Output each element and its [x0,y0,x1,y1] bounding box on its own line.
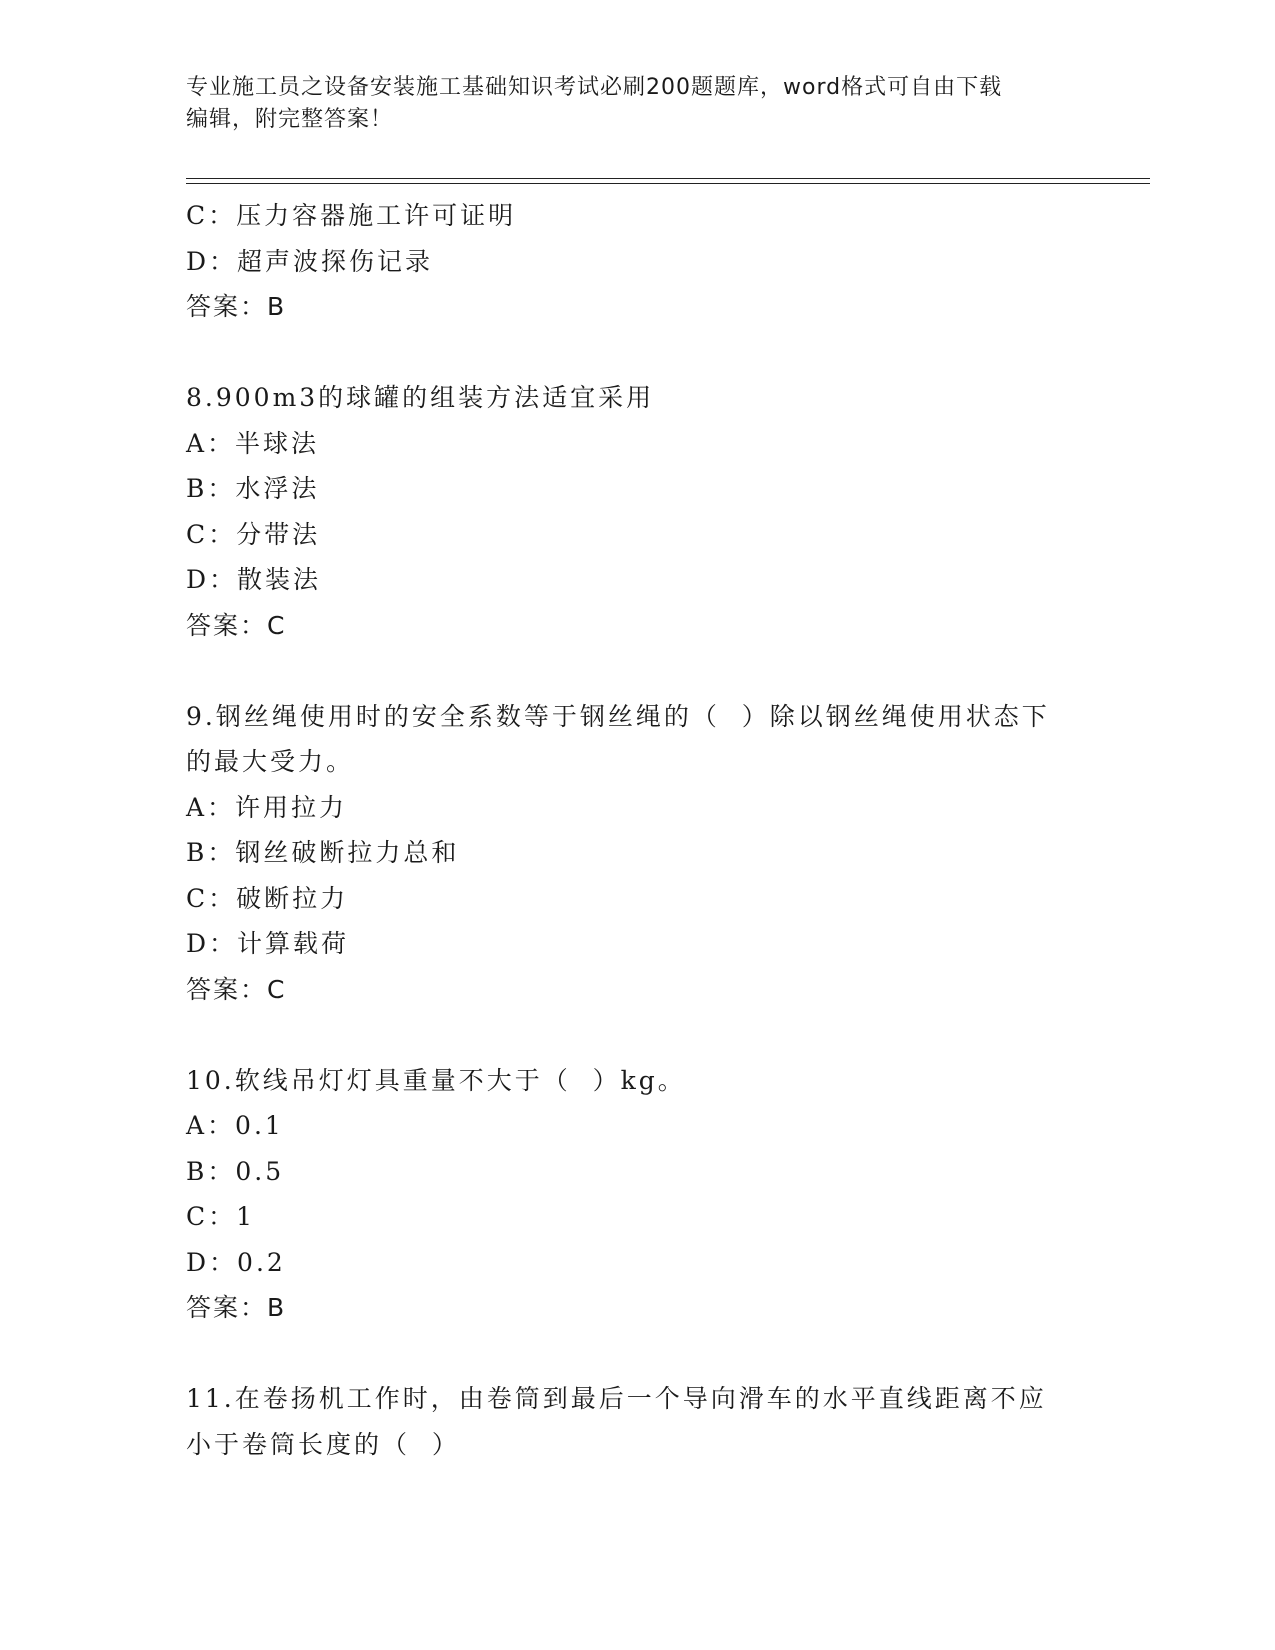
header-title-line-1: 专业施工员之设备安装施工基础知识考试必刷200题题库，word格式可自由下载 [186,75,1003,100]
header-divider-bottom [186,183,1150,184]
option-a: A：半球法 [186,428,320,458]
option-b: B：钢丝破断拉力总和 [186,838,460,867]
answer-line: 答案：C [186,610,287,640]
question-stem: 9.钢丝绳使用时的安全系数等于钢丝绳的（ ）除以钢丝绳使用状态下 [186,701,1050,731]
document-header [186,72,1086,136]
header-divider-top [186,178,1150,179]
option-d: D：计算载荷 [186,929,350,958]
header-title-line-2: 编辑，附完整答案！ [186,107,394,132]
question-block-8 [186,375,1066,648]
option-a: A：许用拉力 [186,792,348,822]
question-stem: 10.软线吊灯灯具重量不大于（ ）kg。 [186,1065,686,1095]
spacer [186,1012,1066,1058]
option-c: C：破断拉力 [186,883,349,913]
option-d: D：超声波探伤记录 [186,246,434,276]
question-stem: 11.在卷扬机工作时，由卷筒到最后一个导向滑车的水平直线距离不应 [186,1384,1047,1413]
option-d: D：散装法 [186,565,322,594]
question-block-11 [186,1376,1066,1467]
option-d: D：0.2 [186,1247,286,1277]
option-c: C：分带法 [186,519,321,549]
option-b: B：0.5 [186,1156,285,1186]
option-a: A：0.1 [186,1111,284,1140]
question-stem-continued: 小于卷筒长度的（ ） [186,1429,460,1459]
spacer [186,330,1066,376]
question-block-10 [186,1058,1066,1331]
question-block-9 [186,694,1066,1013]
answer-line: 答案：C [186,974,287,1004]
answer-line: 答案：B [186,292,287,321]
question-block-7 [186,193,1066,330]
spacer [186,648,1066,694]
answer-line: 答案：B [186,1293,287,1322]
question-stem: 8.900m3的球罐的组装方法适宜采用 [186,383,655,412]
question-stem-continued: 的最大受力。 [186,747,355,776]
option-b: B：水浮法 [186,474,320,503]
option-c: C：1 [186,1202,256,1231]
option-c: C：压力容器施工许可证明 [186,201,517,230]
question-list [186,193,1066,1467]
spacer [186,1331,1066,1377]
